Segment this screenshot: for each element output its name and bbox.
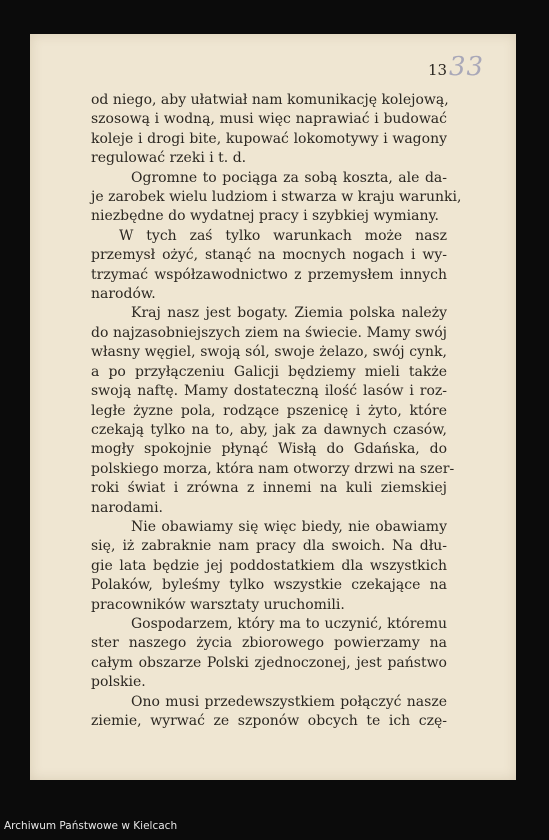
text-line: a po przyłączeniu Galicji będziemy mieli także [91, 363, 447, 380]
text-line: W tych zaś tylko warunkach może nasz [119, 227, 447, 244]
text-line: pracowników warsztaty uruchomili. [91, 596, 345, 613]
text-line: szosową i wodną, musi więc naprawiać i budować [91, 111, 447, 128]
text-line: ległe żyzne pola, rodzące pszenicę i żyto, które [91, 402, 447, 419]
text-line: całym obszarze Polski zjednoczonej, jest państwo [91, 654, 447, 671]
archive-page-mark: 33 [449, 52, 485, 82]
text-line: polskie. [91, 674, 146, 691]
text-line: gie lata będzie jej poddostatkiem dla wszystkich [91, 557, 447, 574]
text-line: przemysł ożyć, stanąć na mocnych nogach i wy- [91, 247, 447, 264]
body-text [91, 91, 462, 731]
text-line: Ono musi przedewszystkiem połączyć nasze [131, 693, 447, 710]
text-line: Nie obawiamy się więc biedy, nie obawiamy [131, 518, 447, 535]
text-line: ziemie, wyrwać ze szponów obcych te ich czę- [91, 713, 447, 729]
text-line: narodów. [91, 286, 156, 303]
text-line: mogły spokojnie płynąć Wisłą do Gdańska, do [91, 441, 447, 458]
text-line: Ogromne to pociąga za sobą koszta, ale da- [131, 169, 447, 186]
text-line: polskiego morza, która nam otworzy drzwi na szer- [91, 460, 455, 477]
text-line: się, iż zabraknie nam pracy dla swoich. Na dłu- [91, 538, 447, 555]
text-line: własny węgiel, swoją sól, swoje żelazo, swój cynk, [91, 344, 447, 361]
text-line: do najzasobniejszych ziem na świecie. Mamy swój [91, 324, 447, 341]
text-line: niezbędne do wydatnej pracy i szybkiej wymiany. [91, 208, 439, 225]
text-line: Gospodarzem, który ma to uczynić, któremu [131, 615, 447, 632]
text-line: regulować rzeki i t. d. [91, 150, 247, 167]
text-line: ster naszego życia zbiorowego powierzamy na [91, 635, 447, 652]
text-line: je zarobek wielu ludziom i stwarza w kraju warunki, [91, 189, 462, 206]
page-number: 13 [428, 61, 448, 79]
text-line: narodami. [91, 499, 163, 516]
text-line: Kraj nasz jest bogaty. Ziemia polska należy [131, 305, 447, 322]
text-line: czekają tylko na to, aby, jak za dawnych czasów, [91, 421, 447, 438]
text-line: od niego, aby ułatwiał nam komunikację kolejową, [91, 92, 449, 108]
text-line: swoją naftę. Mamy dostateczną ilość lasów i roz- [91, 383, 447, 400]
text-line: roki świat i zrówna z innemi na kuli ziemskiej [91, 480, 447, 497]
text-line: trzymać współzawodnictwo z przemysłem innych [91, 266, 447, 283]
archive-footer-label: Archiwum Państwowe w Kielcach [4, 820, 178, 832]
text-line: koleje i drogi bite, kupować lokomotywy i wagony [91, 130, 447, 147]
text-line: Polaków, byleśmy tylko wszystkie czekające na [91, 577, 447, 594]
document-page [30, 34, 516, 780]
